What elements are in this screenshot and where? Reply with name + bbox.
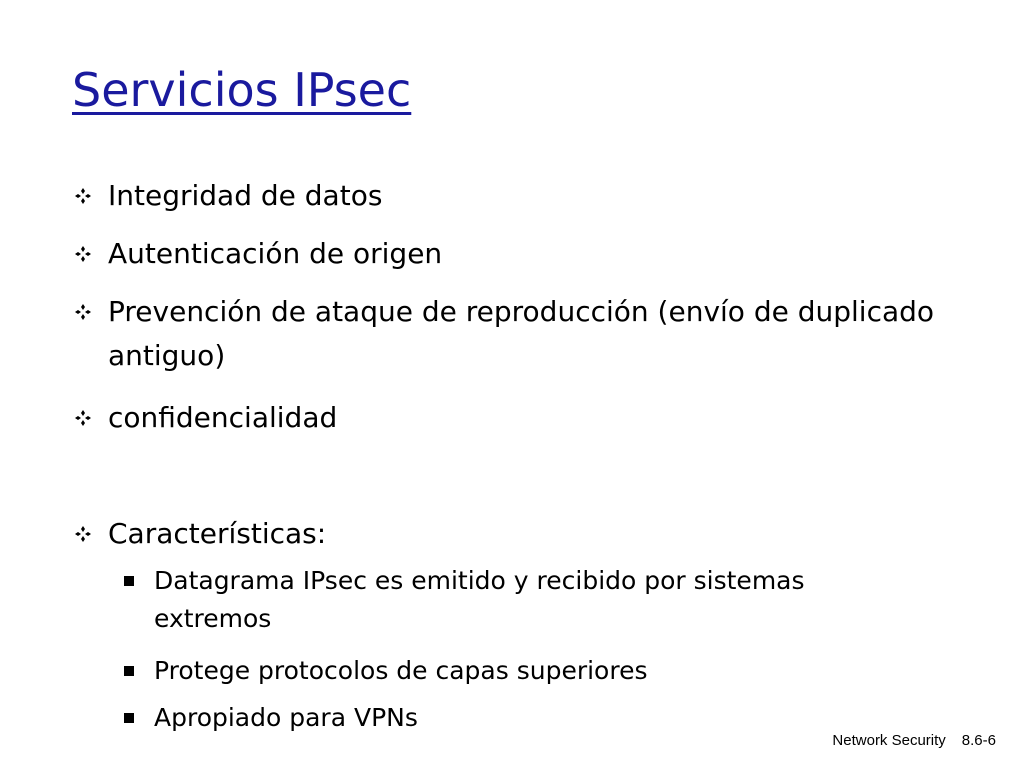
four-diamond-bullet-icon: [74, 245, 92, 263]
bullet-autenticacion: Autenticación de origen: [108, 237, 443, 270]
square-bullet-icon: [124, 666, 134, 676]
four-diamond-bullet-icon: [74, 525, 92, 543]
four-diamond-bullet-icon: [74, 303, 92, 321]
bullet-caracteristicas: Características:: [108, 517, 327, 550]
four-diamond-bullet-icon: [74, 409, 92, 427]
footer-page-number: 8.6-6: [961, 732, 996, 749]
bullet-integridad: Integridad de datos: [108, 179, 383, 212]
subbullet-vpn: Apropiado para VPNs: [154, 703, 418, 732]
bullet-confidencialidad: confidencialidad: [108, 401, 338, 434]
bullet-prevencion: Prevención de ataque de reproducción (envío de duplicado antiguo): [108, 295, 935, 372]
subbullet-datagrama: Datagrama IPsec es emitido y recibido por sistemas extremos: [154, 566, 805, 633]
footer-section: Network Security: [832, 732, 946, 749]
subbullet-protege: Protege protocolos de capas superiores: [154, 656, 648, 685]
four-diamond-bullet-icon: [74, 187, 92, 205]
slide-title: Servicios IPsec: [72, 63, 412, 117]
square-bullet-icon: [124, 713, 134, 723]
slide-footer: [832, 732, 996, 749]
square-bullet-icon: [124, 576, 134, 586]
